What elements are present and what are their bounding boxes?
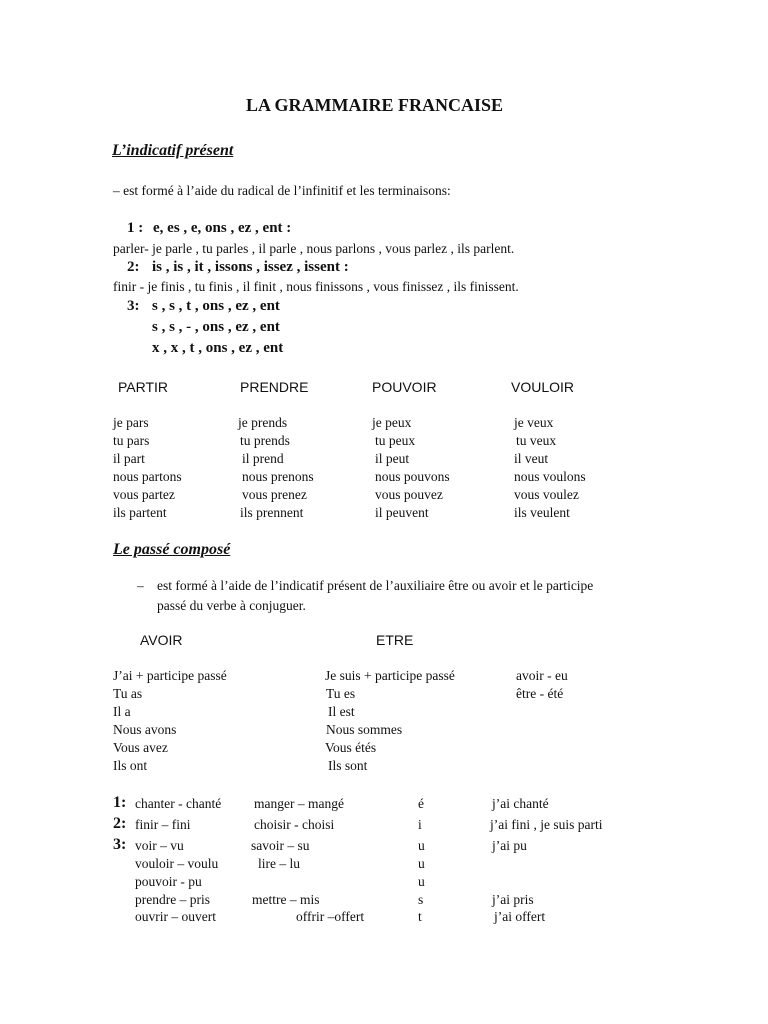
participle-ending-3: u — [418, 838, 425, 853]
avoir-row-2: Tu as — [113, 686, 143, 701]
group-2-endings: is , is , it , issons , issez , issent : — [152, 259, 349, 275]
participle-etre: être - été — [516, 686, 564, 701]
avoir-row-5: Vous avez — [113, 740, 168, 755]
participle-ex-2b: choisir - choisi — [254, 817, 335, 832]
conj-partir-6: ils partent — [113, 505, 167, 520]
verb-header-vouloir: VOULOIR — [511, 379, 575, 395]
participle-ending-5: u — [418, 874, 425, 889]
group-1-endings: e, es , e, ons , ez , ent : — [153, 220, 292, 236]
conj-pouvoir-5: vous pouvez — [375, 487, 443, 502]
conj-vouloir-1: je veux — [514, 415, 554, 430]
section-heading-indicatif: L’indicatif présent — [112, 142, 234, 159]
participle-ex-7b: offrir –offert — [296, 909, 365, 924]
conj-vouloir-2: tu veux — [516, 433, 557, 448]
conj-prendre-1: je prends — [238, 415, 288, 430]
conj-vouloir-6: ils veulent — [514, 505, 570, 520]
participle-example-7: j’ai offert — [494, 909, 546, 924]
group-1-label: 1 : — [127, 220, 144, 236]
group-2-example: finir - je finis , tu finis , il finit , nous finissons , vous finissez , ils finissent. — [113, 279, 519, 294]
participle-ex-3b: savoir – su — [251, 838, 310, 853]
conj-partir-1: je pars — [113, 415, 149, 430]
participle-ex-3a: voir – vu — [135, 838, 184, 853]
participle-ex-1b: manger – mangé — [254, 796, 344, 811]
participle-ex-7a: ouvrir – ouvert — [135, 909, 216, 924]
group-num-3: 3: — [113, 836, 127, 853]
participle-ex-1a: chanter - chanté — [135, 796, 222, 811]
group-3-label: 3: — [127, 298, 140, 314]
participle-ex-4a: vouloir – voulu — [135, 856, 219, 871]
conj-partir-4: nous partons — [113, 469, 182, 484]
participle-ending-2: i — [418, 817, 422, 832]
participle-ex-5a: pouvoir - pu — [135, 874, 202, 889]
conj-pouvoir-2: tu peux — [375, 433, 416, 448]
participle-ending-6: s — [418, 892, 424, 907]
passe-description-line-1: est formé à l’aide de l’indicatif présent de l’auxiliaire être ou avoir et le participe — [157, 578, 594, 593]
participle-example-1: j’ai chanté — [492, 796, 549, 811]
conj-vouloir-5: vous voulez — [514, 487, 579, 502]
avoir-row-3: Il a — [113, 704, 131, 719]
conj-pouvoir-6: il peuvent — [375, 505, 429, 520]
participle-ex-6a: prendre – pris — [135, 892, 210, 907]
conj-pouvoir-1: je peux — [372, 415, 412, 430]
passe-description-line-2: passé du verbe à conjuguer. — [157, 598, 306, 613]
group-3-endings-1: s , s , t , ons , ez , ent — [152, 298, 280, 314]
participle-ending-4: u — [418, 856, 425, 871]
conj-vouloir-3: il veut — [514, 451, 549, 466]
group-3-endings-2: s , s , - , ons , ez , ent — [152, 319, 280, 335]
verb-header-partir: PARTIR — [118, 379, 169, 395]
group-num-1: 1: — [113, 794, 127, 811]
group-num-2: 2: — [113, 815, 127, 832]
conj-prendre-4: nous prenons — [242, 469, 314, 484]
indicatif-intro: – est formé à l’aide du radical de l’infinitif et les terminaisons: — [113, 183, 451, 198]
conj-partir-3: il part — [113, 451, 145, 466]
conj-pouvoir-4: nous pouvons — [375, 469, 450, 484]
participle-ex-2a: finir – fini — [135, 817, 191, 832]
verb-header-prendre: PRENDRE — [240, 379, 309, 395]
participle-example-3: j’ai pu — [492, 838, 527, 853]
group-3-endings-3: x , x , t , ons , ez , ent — [152, 340, 284, 356]
etre-row-6: Ils sont — [328, 758, 368, 773]
etre-row-3: Il est — [328, 704, 355, 719]
avoir-row-6: Ils ont — [113, 758, 148, 773]
etre-row-4: Nous sommes — [326, 722, 403, 737]
group-2-label: 2: — [127, 259, 140, 275]
bullet-dash: – — [137, 578, 144, 593]
conj-partir-2: tu pars — [113, 433, 150, 448]
conj-partir-5: vous partez — [113, 487, 175, 502]
participle-example-6: j’ai pris — [492, 892, 534, 907]
conj-pouvoir-3: il peut — [375, 451, 410, 466]
etre-row-5: Vous étés — [325, 740, 377, 755]
participle-ending-1: é — [418, 796, 424, 811]
participle-ex-6b: mettre – mis — [252, 892, 320, 907]
auxiliary-header-etre: ETRE — [376, 632, 414, 648]
group-1-example: parler- je parle , tu parles , il parle , nous parlons , vous parlez , ils parlent. — [113, 241, 515, 256]
conj-prendre-6: ils prennent — [240, 505, 304, 520]
conj-prendre-5: vous prenez — [242, 487, 307, 502]
participle-example-2: j’ai fini , je suis parti — [490, 817, 603, 832]
page-title: LA GRAMMAIRE FRANCAISE — [246, 95, 504, 115]
participle-avoir: avoir - eu — [516, 668, 568, 683]
conj-prendre-3: il prend — [242, 451, 284, 466]
etre-row-1: Je suis + participe passé — [325, 668, 455, 683]
auxiliary-header-avoir: AVOIR — [140, 632, 183, 648]
participle-ex-4b: lire – lu — [258, 856, 300, 871]
section-heading-passe-compose: Le passé composé — [113, 541, 231, 558]
verb-header-pouvoir: POUVOIR — [372, 379, 437, 395]
etre-row-2: Tu es — [326, 686, 356, 701]
avoir-row-1: J’ai + participe passé — [113, 668, 227, 683]
conj-vouloir-4: nous voulons — [514, 469, 586, 484]
avoir-row-4: Nous avons — [113, 722, 177, 737]
participle-ending-7: t — [418, 909, 422, 924]
conj-prendre-2: tu prends — [240, 433, 290, 448]
